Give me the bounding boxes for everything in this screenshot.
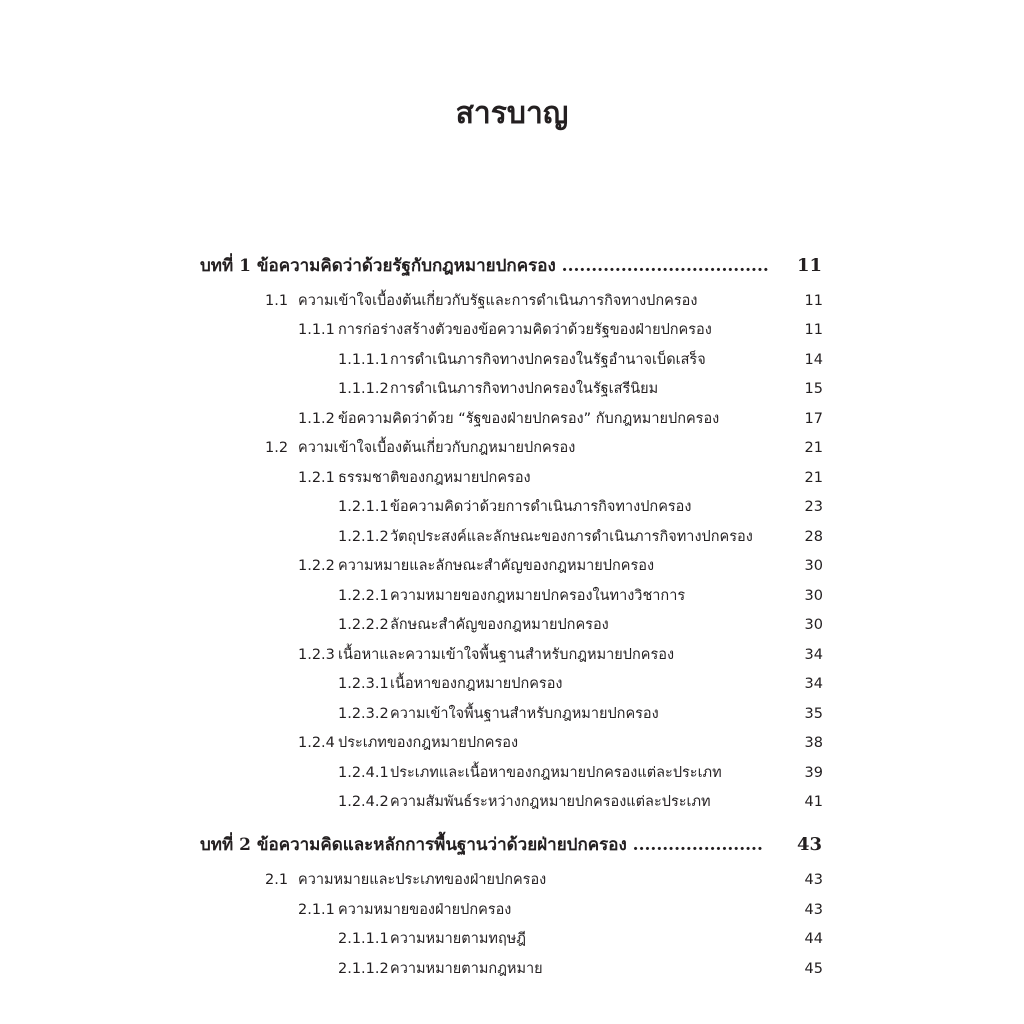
toc-entry-label: ความหมายและลักษณะสำคัญของกฎหมายปกครอง [338,558,655,574]
toc-entry-label: ความหมายตามทฤษฎี [390,931,527,947]
toc-entry-number: 1.1.1.2 [338,381,389,397]
toc-entry[interactable] [0,582,1024,610]
toc-entry-label: ประเภทของกฎหมายปกครอง [338,735,519,751]
toc-entry-page: 39 [804,765,823,781]
toc-entry-label: ความหมายของกฎหมายปกครองในทางวิชาการ [390,588,686,604]
toc-entry-label: บทที่ 1 ข้อความคิดว่าด้วยรัฐกับกฎหมายปกครอง ................................... [200,256,769,276]
toc-entry-number: 1.1.1.1 [338,352,389,368]
toc-entry-label: ธรรมชาติของกฎหมายปกครอง [338,470,531,486]
toc-entry-label: ความหมายตามกฎหมาย [390,961,543,977]
toc-entry-page: 45 [804,961,823,977]
toc-entry-number: 1.2.1.1 [338,499,389,515]
toc-entry-page: 11 [804,293,823,309]
toc-entry[interactable] [0,641,1024,669]
toc-entry-page: 34 [804,676,823,692]
toc-entry[interactable] [0,316,1024,344]
toc-entry-label: ประเภทและเนื้อหาของกฎหมายปกครองแต่ละประเภท [390,765,722,781]
toc-entry-number: 1.1.2 [298,411,335,427]
toc-entry-page: 43 [804,902,823,918]
toc-entry[interactable] [0,896,1024,924]
toc-entry[interactable] [0,788,1024,816]
toc-entry-number: 1.2.2.2 [338,617,389,633]
toc-entry-number: 1.2.1 [298,470,335,486]
toc-entry-label: บทที่ 2 ข้อความคิดและหลักการพื้นฐานว่าด้วยฝ่ายปกครอง ...................... [200,835,763,855]
toc-entry-number: 2.1.1 [298,902,335,918]
toc-entry-page: 38 [804,735,823,751]
toc-entry-label: การดำเนินภารกิจทางปกครองในรัฐอำนาจเบ็ดเสร็จ [390,352,706,368]
toc-entry-page: 43 [796,834,822,855]
toc-entry[interactable] [0,346,1024,374]
toc-chapter-2[interactable] [0,831,1024,859]
toc-entry-label: ความหมายของฝ่ายปกครอง [338,902,512,918]
toc-entry-page: 28 [804,529,823,545]
toc-entry-number: 1.2.2 [298,558,335,574]
toc-entry-number: 1.2.4.1 [338,765,389,781]
toc-entry-page: 15 [804,381,823,397]
toc-entry-page: 34 [804,647,823,663]
toc-entry[interactable] [0,700,1024,728]
toc-entry[interactable] [0,287,1024,315]
toc-entry[interactable] [0,670,1024,698]
toc-entry-page: 21 [804,470,823,486]
toc-entry-number: 1.2.4 [298,735,335,751]
toc-entry-page: 23 [804,499,823,515]
toc-entry-number: 2.1.1.2 [338,961,389,977]
toc-entry-number: 2.1 [265,872,289,888]
toc-entry[interactable] [0,759,1024,787]
toc-entry-page: 21 [804,440,823,456]
toc-entry[interactable] [0,464,1024,492]
toc-entry[interactable] [0,493,1024,521]
toc-entry-label: เนื้อหาของกฎหมายปกครอง [390,676,563,692]
toc-entry[interactable] [0,552,1024,580]
toc-entry-label: ข้อความคิดว่าด้วยการดำเนินภารกิจทางปกครอง [390,499,692,515]
toc-chapter-1[interactable] [0,252,1024,280]
toc-entry-number: 1.1 [265,293,289,309]
toc-entry-number: 1.2.3.1 [338,676,389,692]
toc-entry-number: 1.2 [265,440,289,456]
toc-entry-label: ลักษณะสำคัญของกฎหมายปกครอง [390,617,609,633]
toc-entry[interactable] [0,375,1024,403]
toc-entry-number: 1.2.1.2 [338,529,389,545]
toc-entry-label: วัตถุประสงค์และลักษณะของการดำเนินภารกิจทางปกครอง [390,529,753,545]
toc-entry[interactable] [0,925,1024,953]
toc-entry-label: ข้อความคิดว่าด้วย “รัฐของฝ่ายปกครอง” กับกฎหมายปกครอง [338,411,720,427]
toc-entry-label: ความหมายและประเภทของฝ่ายปกครอง [298,872,547,888]
toc-entry-number: 1.2.3.2 [338,706,389,722]
toc-entry-number: 1.1.1 [298,322,335,338]
toc-entry[interactable] [0,729,1024,757]
toc-entry-label: เนื้อหาและความเข้าใจพื้นฐานสำหรับกฎหมายปกครอง [338,647,675,663]
toc-entry-label: ความเข้าใจเบื้องต้นเกี่ยวกับกฎหมายปกครอง [298,440,576,456]
toc-entry-page: 30 [804,558,823,574]
toc-entry-page: 41 [804,794,823,810]
toc-entry[interactable] [0,955,1024,983]
toc-entry-page: 17 [804,411,823,427]
toc-entry[interactable] [0,523,1024,551]
page-title: สารบาญ [455,96,569,131]
toc-entry-number: 1.2.2.1 [338,588,389,604]
toc-entry-number: 1.2.4.2 [338,794,389,810]
toc-entry-label: ความสัมพันธ์ระหว่างกฎหมายปกครองแต่ละประเภท [390,794,711,810]
toc-entry-label: การก่อร่างสร้างตัวของข้อความคิดว่าด้วยรัฐของฝ่ายปกครอง [338,322,712,338]
toc-entry-number: 1.2.3 [298,647,335,663]
toc-entry[interactable] [0,434,1024,462]
toc-entry-page: 30 [804,588,823,604]
toc-entry-label: ความเข้าใจเบื้องต้นเกี่ยวกับรัฐและการดำเนินภารกิจทางปกครอง [298,293,698,309]
toc-entry-page: 11 [796,255,822,276]
toc-entry-label: การดำเนินภารกิจทางปกครองในรัฐเสรีนิยม [390,381,659,397]
toc-entry-number: 2.1.1.1 [338,931,389,947]
toc-entry-page: 35 [804,706,823,722]
toc-entry[interactable] [0,866,1024,894]
toc-entry-page: 14 [804,352,823,368]
toc-entry[interactable] [0,611,1024,639]
toc-entry-page: 11 [804,322,823,338]
toc-entry-page: 30 [804,617,823,633]
toc-entry-page: 44 [804,931,823,947]
toc-entry[interactable] [0,405,1024,433]
toc-entry-page: 43 [804,872,823,888]
toc-entry-label: ความเข้าใจพื้นฐานสำหรับกฎหมายปกครอง [390,706,659,722]
